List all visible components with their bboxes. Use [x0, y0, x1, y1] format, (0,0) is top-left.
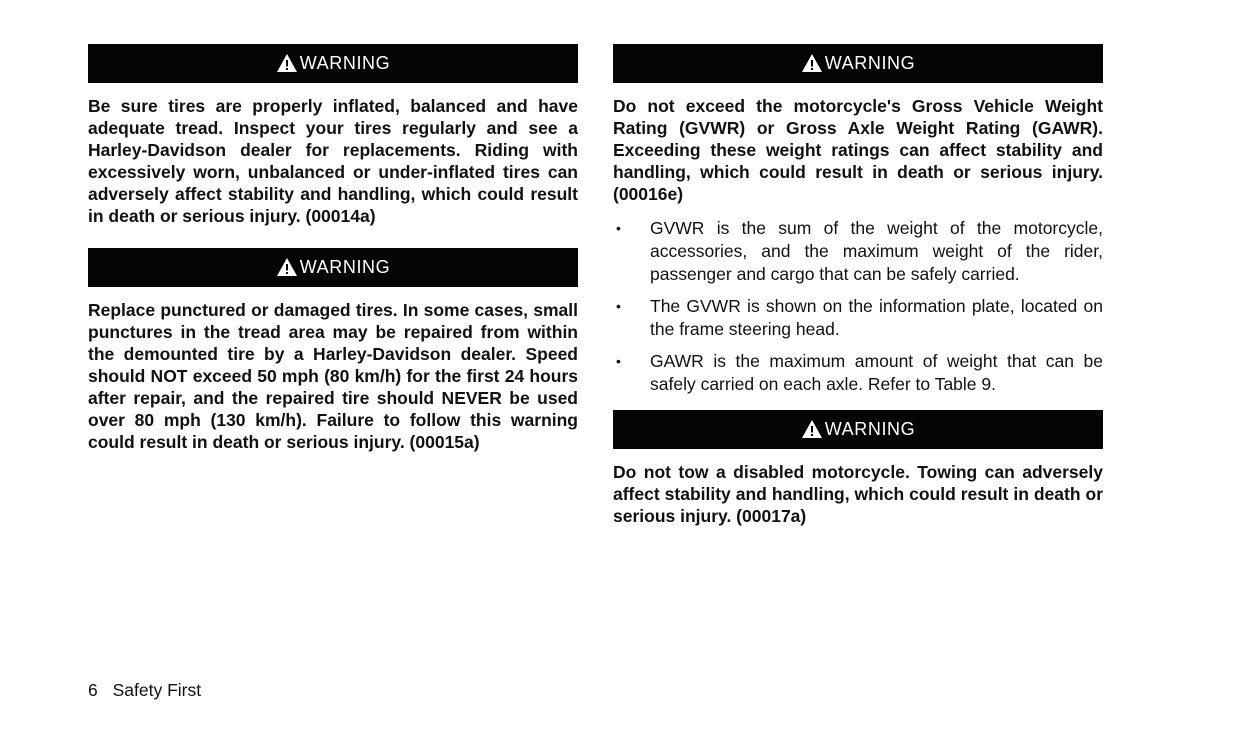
list-item: [613, 295, 1103, 341]
warning-text: Do not exceed the motorcycle's Gross Vehicle Weight Rating (GVWR) or Gross Axle Weight Rating (GAWR). Exceeding these weight ratings can affect stability and handling, which could result in death or serious injury. (00016e): [613, 96, 1103, 204]
page-footer: [88, 680, 201, 701]
warning-banner: [613, 44, 1103, 83]
list-item-text: GVWR is the sum of the weight of the motorcycle, accessories, and the maximum weight of the rider, passenger and cargo that can be safely carried.: [650, 218, 1103, 284]
warning-banner: [88, 248, 578, 287]
bullet-list: [613, 217, 1103, 396]
list-item-text: The GVWR is shown on the information plate, located on the frame steering head.: [650, 296, 1103, 339]
list-item-text: GAWR is the maximum amount of weight that can be safely carried on each axle. Refer to Table 9.: [650, 351, 1103, 394]
warning-label: WARNING: [299, 257, 391, 277]
warning-text: Do not tow a disabled motorcycle. Towing can adversely affect stability and handling, which could result in death or serious injury. (00017a): [613, 462, 1103, 526]
warning-text: Be sure tires are properly inflated, balanced and have adequate tread. Inspect your tires regularly and see a Harley-Davidson dealer for replacements. Riding with excessively worn, unbalanced or under-inflated tires can adversely affect stability and handling, which could result in death or serious injury. (00014a): [88, 96, 578, 226]
list-item: [613, 350, 1103, 396]
warning-banner: [88, 44, 578, 83]
bullet-icon: •: [616, 298, 621, 314]
section-title: Safety First: [112, 680, 202, 700]
left-column: [88, 44, 578, 453]
warning-triangle-icon: [801, 419, 823, 439]
list-item: [613, 217, 1103, 286]
warning-triangle-icon: [276, 257, 298, 277]
bullet-icon: •: [616, 220, 621, 236]
warning-text: Replace punctured or damaged tires. In some cases, small punctures in the tread area may be repaired from within the demounted tire by a Harley-Davidson dealer. Speed should NOT exceed 50 mph (80 km/h) for the first 24 hours after repair, and the repaired tire should NEVER be used over 80 mph (130 km/h). Failure to follow this warning could result in death or serious injury. (00015a): [88, 300, 578, 452]
right-column: [613, 44, 1103, 527]
warning-triangle-icon: [276, 53, 298, 73]
warning-label: WARNING: [299, 53, 391, 73]
warning-label: WARNING: [824, 419, 916, 439]
warning-label: WARNING: [824, 53, 916, 73]
warning-triangle-icon: [801, 53, 823, 73]
warning-banner: [613, 410, 1103, 449]
bullet-icon: •: [616, 353, 621, 369]
page-number: 6: [88, 680, 98, 700]
